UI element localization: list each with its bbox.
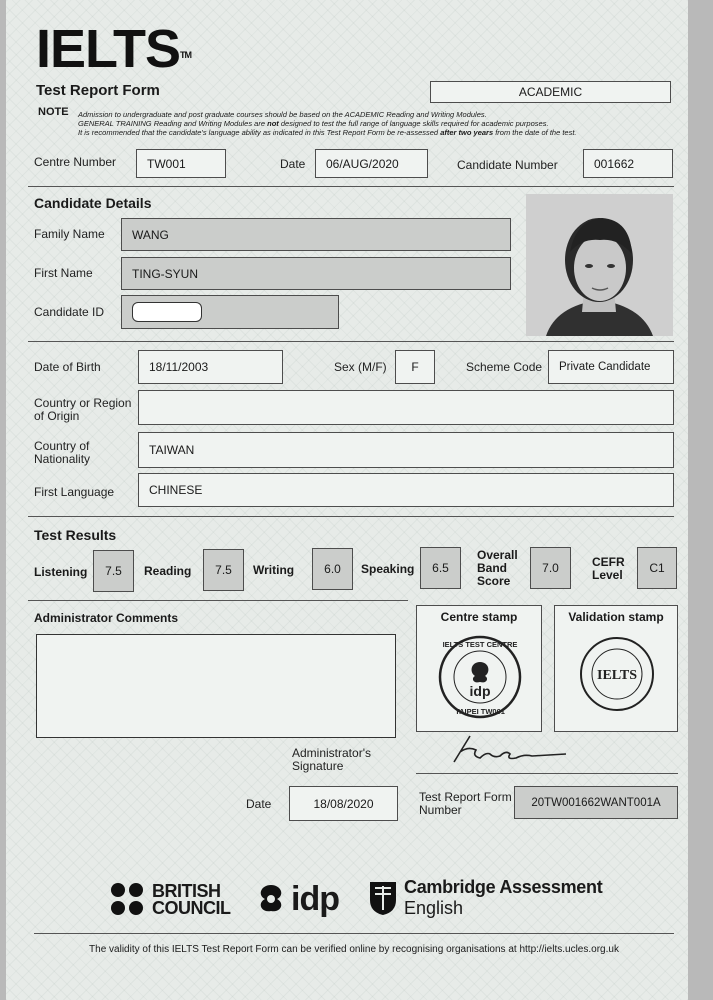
report-form-paper [6, 0, 688, 1000]
first-language-field: CHINESE [138, 473, 674, 507]
administrator-signature [446, 728, 586, 768]
first-name-label: First Name [34, 266, 93, 280]
signature-line [416, 773, 678, 774]
ielts-logo: IELTS™ [36, 19, 192, 79]
date-label: Date [280, 157, 306, 171]
sex-label: Sex (M/F) [334, 360, 387, 374]
centre-stamp-box [416, 605, 542, 732]
speaking-score: 6.5 [420, 547, 461, 589]
candidate-details-title: Candidate Details [34, 195, 152, 211]
sex-field: F [395, 350, 435, 384]
redaction-mark [132, 302, 202, 322]
candidate-photo [526, 194, 673, 336]
speaking-label: Speaking [361, 562, 415, 576]
nationality-field: TAIWAN [138, 432, 674, 468]
module-box: ACADEMIC [430, 81, 671, 103]
country-origin-field [138, 390, 674, 425]
validation-stamp-seal [577, 634, 657, 714]
candidate-id-field [121, 295, 339, 329]
overall-band-score: 7.0 [530, 547, 571, 589]
listening-score: 7.5 [93, 550, 134, 592]
divider [28, 341, 674, 342]
svg-text:IELTS: IELTS [597, 668, 637, 683]
note-label: NOTE [38, 106, 69, 118]
cefr-level-score: C1 [637, 547, 677, 589]
admin-signature-label: Administrator's Signature [292, 746, 371, 773]
centre-number-label: Centre Number [34, 155, 117, 169]
candidate-number-field: 001662 [583, 149, 673, 178]
form-title: Test Report Form [36, 82, 160, 99]
first-name-field: TING-SYUN [121, 257, 511, 290]
centre-stamp-seal [435, 632, 525, 722]
centre-stamp-label: Centre stamp [440, 610, 518, 624]
idp-logo: idp [253, 878, 339, 920]
dob-field: 18/11/2003 [138, 350, 283, 384]
scheme-code-label: Scheme Code [466, 360, 543, 374]
family-name-field: WANG [121, 218, 511, 251]
admin-comments-box [36, 634, 396, 738]
nationality-label: Country of Nationality [34, 439, 91, 466]
cambridge-shield-icon [368, 880, 398, 916]
admin-comments-label: Administrator Comments [34, 611, 179, 625]
divider [28, 600, 408, 601]
divider [28, 186, 674, 187]
cambridge-logo: Cambridge Assessment English [368, 876, 602, 920]
centre-number-field: TW001 [136, 149, 226, 178]
scheme-code-field: Private Candidate [548, 350, 674, 384]
first-language-label: First Language [34, 485, 115, 499]
issue-date-label: Date [246, 797, 272, 811]
footer-divider [34, 933, 674, 934]
dob-label: Date of Birth [34, 360, 101, 374]
family-name-label: Family Name [34, 227, 105, 241]
validation-stamp-label: Validation stamp [568, 610, 664, 624]
british-council-dots-icon [110, 882, 146, 918]
country-origin-label: Country or Region of Origin [34, 396, 132, 423]
test-results-title: Test Results [34, 527, 117, 543]
issue-date-field: 18/08/2020 [289, 786, 398, 821]
validity-statement: The validity of this IELTS Test Report Form can be verified online by recognising organisations at http://ielts.ucles.org.uk [89, 944, 619, 955]
candidate-number-label: Candidate Number [457, 158, 558, 172]
svg-text:IELTS TEST CENTRE: IELTS TEST CENTRE [442, 640, 518, 649]
british-council-logo: BRITISH COUNCIL [110, 880, 231, 920]
reading-label: Reading [144, 564, 192, 578]
divider [28, 516, 674, 517]
svg-text:idp: idp [469, 683, 491, 699]
overall-band-label: Overall Band Score [477, 548, 518, 588]
candidate-id-label: Candidate ID [34, 305, 105, 319]
cefr-level-label: CEFR Level [592, 555, 625, 582]
trf-number-field: 20TW001662WANT001A [514, 786, 678, 819]
writing-label: Writing [253, 563, 295, 577]
writing-score: 6.0 [312, 548, 353, 590]
trf-number-label: Test Report Form Number [419, 790, 512, 817]
reading-score: 7.5 [203, 549, 244, 591]
svg-text:TAIPEI TW001: TAIPEI TW001 [455, 707, 505, 716]
listening-label: Listening [34, 565, 88, 579]
test-date-field: 06/AUG/2020 [315, 149, 428, 178]
validation-stamp-box [554, 605, 678, 732]
idp-swirl-icon [253, 881, 289, 917]
note-text: Admission to undergraduate and post graduate courses should be based on the ACADEMIC Reading and Writing Modules. GENERAL TRAINING Reading and Writing Modules are not designed to test the full range of language skills required for academic purposes. It is recommended that the candidate's language ability as indicated in this Test Report Form be re-assessed after two years from the date of the test. [78, 110, 577, 137]
